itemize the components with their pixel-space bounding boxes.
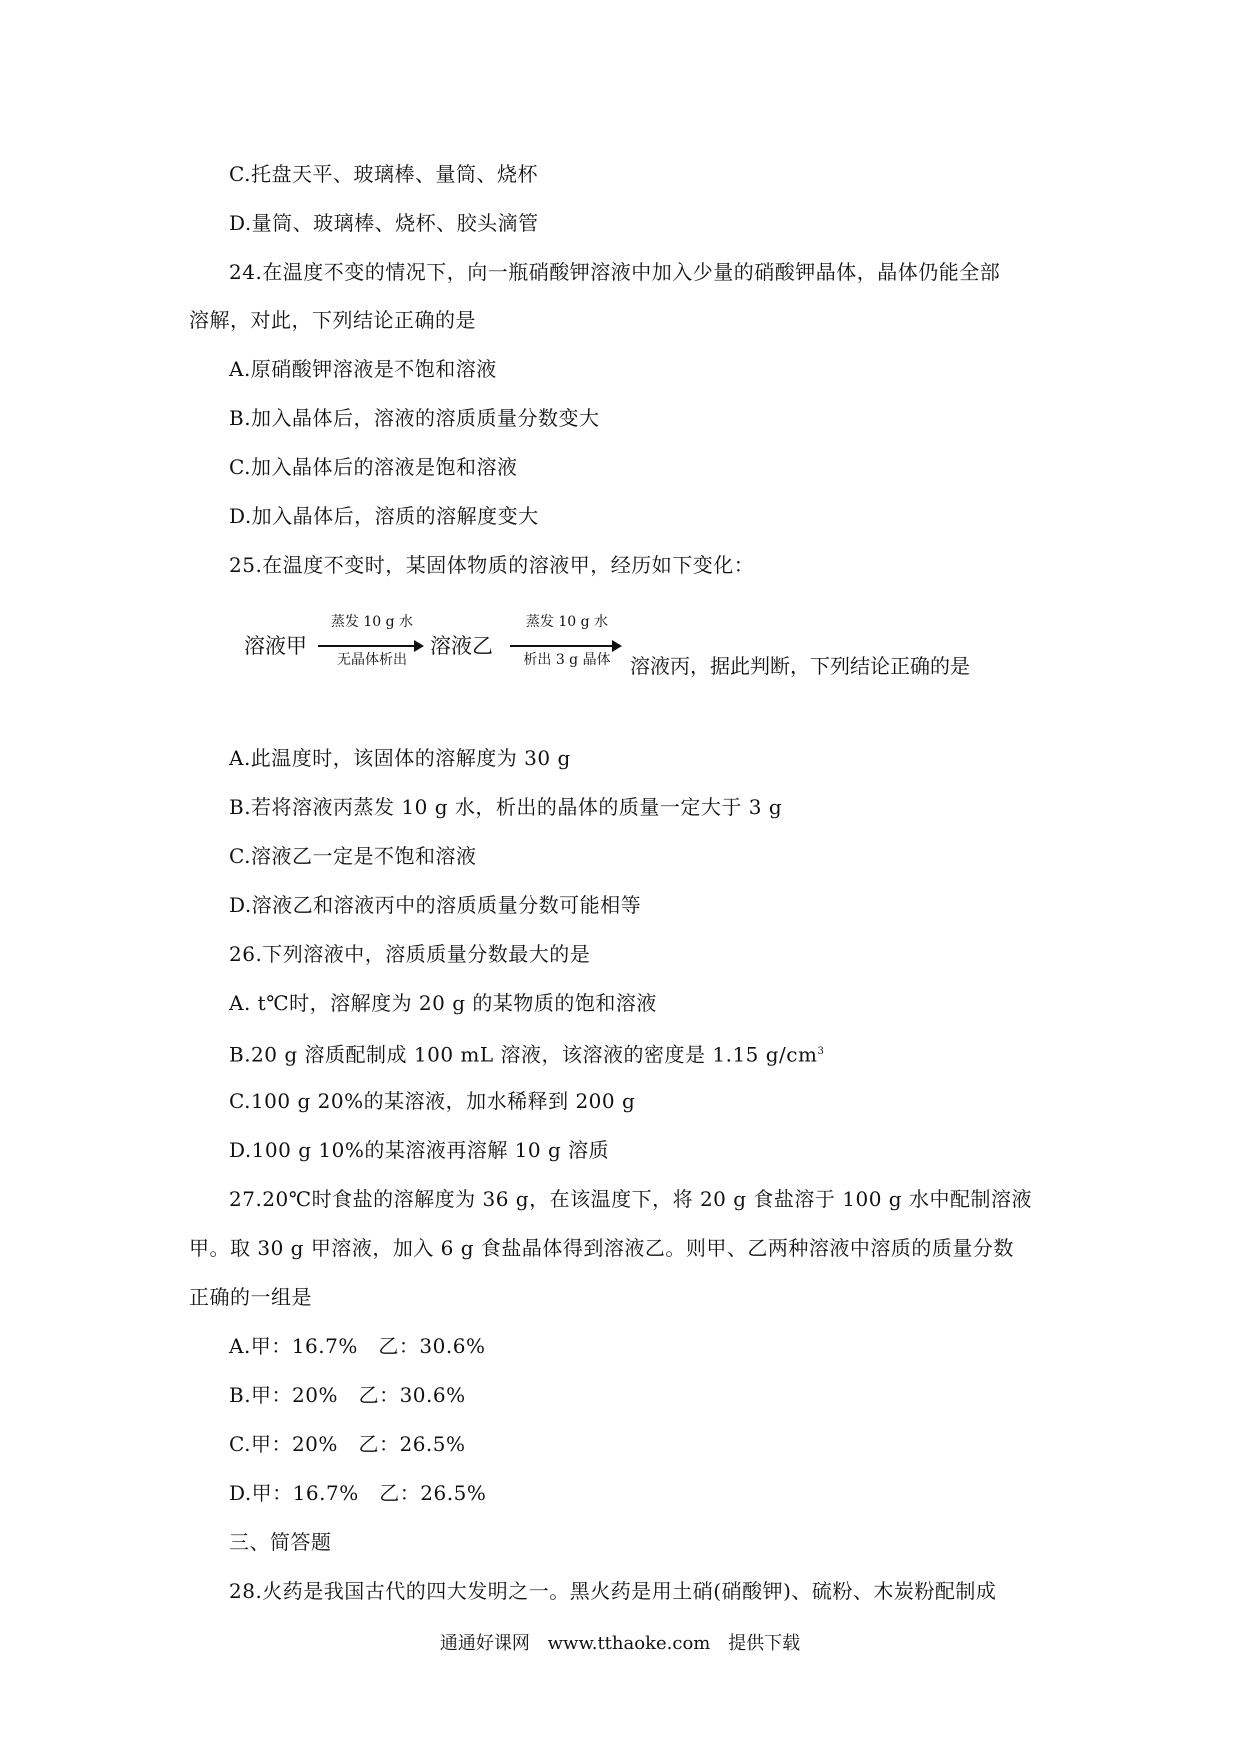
q24-stem-line2: 溶解，对此，下列结论正确的是 <box>189 308 476 332</box>
section3-heading: 三、简答题 <box>229 1530 332 1554</box>
q26-option-a: A. t℃时，溶解度为 20 g 的某物质的饱和溶液 <box>229 991 657 1015</box>
q26-option-b <box>229 1038 824 1069</box>
q25-stem: 25.在温度不变时，某固体物质的溶液甲，经历如下变化： <box>229 553 755 577</box>
q24-option-d: D.加入晶体后，溶质的溶解度变大 <box>229 504 539 528</box>
diagram-arrow2-top-label: 蒸发 10 g 水 <box>525 614 609 630</box>
diagram-arrow1-bottom-label: 无晶体析出 <box>337 652 407 668</box>
q26-stem: 26.下列溶液中，溶质质量分数最大的是 <box>229 942 591 966</box>
footer-site-name: 通通好课网 <box>439 1633 530 1654</box>
q24-option-c: C.加入晶体后的溶液是饱和溶液 <box>229 455 518 479</box>
q25-option-c: C.溶液乙一定是不饱和溶液 <box>229 844 477 868</box>
diagram-node-solution-jia: 溶液甲 <box>244 634 307 658</box>
q23-option-c: C.托盘天平、玻璃棒、量筒、烧杯 <box>229 162 538 186</box>
q26-option-b-text: B.20 g 溶质配制成 100 mL 溶液，该溶液的密度是 1.15 g/cm <box>229 1042 818 1067</box>
q25-stem-continuation: 溶液丙，据此判断，下列结论正确的是 <box>630 654 970 678</box>
diagram-arrow2-bottom-label: 析出 3 g 晶体 <box>523 652 611 668</box>
q27-option-c: C.甲：20% 乙：26.5% <box>229 1432 466 1456</box>
q25-option-b: B.若将溶液丙蒸发 10 g 水，析出的晶体的质量一定大于 3 g <box>229 795 783 819</box>
q24-stem-line1: 24.在温度不变的情况下，向一瓶硝酸钾溶液中加入少量的硝酸钾晶体，晶体仍能全部 <box>229 260 1001 284</box>
q24-option-b: B.加入晶体后，溶液的溶质质量分数变大 <box>229 406 600 430</box>
q27-option-a: A.甲：16.7% 乙：30.6% <box>229 1334 486 1358</box>
q25-option-a: A.此温度时，该固体的溶解度为 30 g <box>229 746 571 770</box>
q27-stem-line2: 甲。取 30 g 甲溶液，加入 6 g 食盐晶体得到溶液乙。则甲、乙两种溶液中溶质的质量分数 <box>189 1236 1014 1260</box>
diagram-arrow2 <box>510 645 620 647</box>
q26-option-d: D.100 g 10%的某溶液再溶解 10 g 溶质 <box>229 1138 610 1162</box>
q25-process-diagram <box>244 612 1004 684</box>
q23-option-d: D.量筒、玻璃棒、烧杯、胶头滴管 <box>229 211 539 235</box>
q27-option-b: B.甲：20% 乙：30.6% <box>229 1383 466 1407</box>
diagram-arrow1 <box>318 645 422 647</box>
q25-option-d: D.溶液乙和溶液丙中的溶质质量分数可能相等 <box>229 893 642 917</box>
footer-url[interactable]: www.tthaoke.com <box>547 1633 711 1654</box>
q26-option-c: C.100 g 20%的某溶液，加水稀释到 200 g <box>229 1089 636 1113</box>
q27-stem-line3: 正确的一组是 <box>189 1285 312 1309</box>
diagram-node-solution-yi: 溶液乙 <box>430 634 493 658</box>
q24-option-a: A.原硝酸钾溶液是不饱和溶液 <box>229 357 497 381</box>
page-footer <box>0 1632 1240 1656</box>
diagram-arrow1-top-label: 蒸发 10 g 水 <box>330 614 414 630</box>
q26-option-b-superscript: 3 <box>817 1046 825 1057</box>
q27-stem-line1: 27.20℃时食盐的溶解度为 36 g，在该温度下，将 20 g 食盐溶于 100 g 水中配制溶液 <box>229 1187 1032 1211</box>
footer-suffix: 提供下载 <box>728 1633 801 1654</box>
q28-stem-line1: 28.火药是我国古代的四大发明之一。黑火药是用土硝(硝酸钾)、硫粉、木炭粉配制成 <box>229 1579 997 1603</box>
q27-option-d: D.甲：16.7% 乙：26.5% <box>229 1481 487 1505</box>
